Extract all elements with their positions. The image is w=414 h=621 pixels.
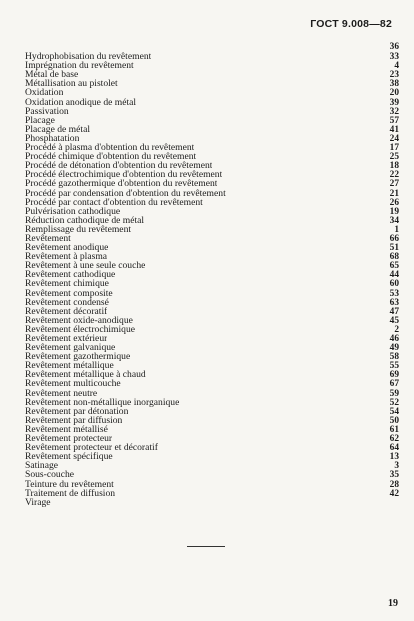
index-entry <box>25 270 399 279</box>
index-page-ref: 60 <box>389 279 399 290</box>
index-term: Placage de métal <box>25 124 90 134</box>
index-term: Procédé de détonation d'obtention du revêtement <box>25 161 213 171</box>
index-page-ref: 53 <box>389 288 399 299</box>
index-page-ref: 18 <box>389 161 399 172</box>
index-term: Imprégnation du revêtement <box>25 61 134 71</box>
index-term: Revêtement non-métallique inorganique <box>25 397 180 407</box>
index-term: Revêtement cathodique <box>25 270 116 280</box>
index-term: Revêtement par détonation <box>25 406 129 416</box>
index-page-ref: 67 <box>389 379 399 390</box>
document-header: ГОСТ 9.008—82 <box>310 18 392 30</box>
index-page-ref: 45 <box>389 315 399 326</box>
index-page-ref: 2 <box>394 324 399 335</box>
index-term: Revêtement gazothermique <box>25 352 131 362</box>
index-term: Oxidation anodique de métal <box>25 97 137 107</box>
index-term: Revêtement extérieur <box>25 334 108 344</box>
index-page-ref: 46 <box>389 334 399 344</box>
index-term: Revêtement composite <box>25 288 113 298</box>
index-term: Revêtement anodique <box>25 243 109 253</box>
index-entry <box>25 289 399 298</box>
index-entry <box>25 370 399 379</box>
index-page-ref: 57 <box>389 115 399 126</box>
index-entry <box>25 361 399 370</box>
index-term: Revêtement par diffusion <box>25 415 123 425</box>
index-page-ref: 4 <box>394 61 399 72</box>
index-page-ref: 28 <box>389 479 399 490</box>
index-entry <box>25 152 399 161</box>
index-term: Revêtement neutre <box>25 388 98 398</box>
index-entry <box>25 98 399 107</box>
index-term: Revêtement protecteur et décoratif <box>25 443 158 453</box>
index-entry <box>25 379 399 388</box>
index-page-ref: 51 <box>389 243 399 254</box>
index-term: Revêtement galvanique <box>25 343 116 353</box>
index-page-ref: 20 <box>389 88 399 99</box>
end-rule-divider <box>187 546 225 547</box>
index-entry <box>25 425 399 434</box>
index-term: Revêtement chimique <box>25 279 109 289</box>
index-page-ref: 33 <box>389 52 399 63</box>
index-term: Sous-couche <box>25 470 75 480</box>
index-entry <box>25 61 399 70</box>
index-term: Revêtement spécifique <box>25 452 113 462</box>
index-entry <box>25 107 399 116</box>
index-entry <box>25 434 399 443</box>
index-entry <box>25 143 399 152</box>
index-page-ref: 49 <box>389 343 399 354</box>
index-page-ref: 24 <box>389 133 399 144</box>
index-page-ref: 22 <box>389 170 399 181</box>
index-entry <box>25 170 399 179</box>
index-page-ref: 36 <box>389 42 399 52</box>
index-entry <box>25 70 399 79</box>
index-entry <box>25 316 399 325</box>
index-entry <box>25 325 399 334</box>
index-entry <box>25 461 399 470</box>
index-term: Revêtement métallique à chaud <box>25 370 146 380</box>
index-page-ref: 52 <box>389 397 399 408</box>
index-entry <box>25 443 399 452</box>
index-page-ref: 35 <box>389 470 399 481</box>
index-page-ref: 21 <box>389 188 399 199</box>
index-page-ref: 25 <box>389 152 399 163</box>
index-entry <box>25 189 399 198</box>
index-entry <box>25 125 399 134</box>
index-term: Satinage <box>25 461 59 471</box>
index-page-ref: 54 <box>389 406 399 417</box>
index-entry <box>25 307 399 316</box>
index-page-ref: 64 <box>389 443 399 454</box>
index-entry <box>25 407 399 416</box>
index-entry <box>25 179 399 188</box>
index-entry <box>25 116 399 125</box>
index-entry <box>25 216 399 225</box>
index-page-ref: 61 <box>389 424 399 435</box>
index-page-ref: 3 <box>394 461 399 472</box>
index-page-ref: 69 <box>389 370 399 381</box>
index-page-ref: 65 <box>389 261 399 272</box>
index-term: Oxidation <box>25 88 64 98</box>
index-page-ref: 17 <box>389 143 399 154</box>
index-term: Teinture du revêtement <box>25 479 114 489</box>
index-page-ref: 1 <box>394 224 399 235</box>
index-entry <box>25 88 399 97</box>
index-entry <box>25 279 399 288</box>
index-entry <box>25 498 399 507</box>
index-term: Hydrophobisation du revêtement <box>25 52 152 62</box>
index-term: Procédé par contact d'obtention du revêtement <box>25 197 203 207</box>
index-page-ref: 39 <box>389 97 399 108</box>
index-page-ref: 41 <box>389 124 399 135</box>
index-term: Revêtement oxide-anodique <box>25 315 133 325</box>
index-term: Procédé par condensation d'obtention du revêtement <box>25 188 226 198</box>
index-entry <box>25 198 399 207</box>
index-page-ref: 34 <box>389 215 399 226</box>
index-term: Revêtement <box>25 233 71 244</box>
index-term: Phosphatation <box>25 133 80 144</box>
index-page-ref: 66 <box>389 233 399 244</box>
index-term: Remplissage du revêtement <box>25 224 132 234</box>
index-term: Revêtement condensé <box>25 297 109 307</box>
index-term: Procédé à plasma d'obtention du revêtement <box>25 143 195 153</box>
index-page-ref: 44 <box>389 270 399 281</box>
index-term: Pulvérisation cathodique <box>25 206 121 216</box>
index-term: Réduction cathodique de métal <box>25 215 145 225</box>
index-entry <box>25 352 399 361</box>
index-term: Revêtement électrochimique <box>25 324 136 334</box>
index-entry <box>25 243 399 252</box>
index-entry <box>25 389 399 398</box>
index-term: Revêtement à plasma <box>25 252 108 262</box>
index-entry <box>25 252 399 261</box>
index-term: Traitement de diffusion <box>25 488 116 498</box>
page-number: 19 <box>388 598 398 609</box>
term-index-list <box>25 43 399 507</box>
index-page-ref: 32 <box>389 106 399 117</box>
index-page-ref: 55 <box>389 361 399 372</box>
index-term: Revêtement multicouche <box>25 379 121 389</box>
index-entry <box>25 398 399 407</box>
index-page-ref: 62 <box>389 434 399 445</box>
index-entry <box>25 416 399 425</box>
index-term: Métallisation au pistolet <box>25 79 118 89</box>
index-entry <box>25 52 399 61</box>
index-entry <box>25 334 399 343</box>
index-term: Métal de base <box>25 70 79 80</box>
index-term: Placage <box>25 115 55 125</box>
index-term: Procédé électrochimique d'obtention du revêtement <box>25 170 223 180</box>
index-entry <box>25 234 399 243</box>
index-entry <box>25 489 399 498</box>
index-term: Procédé chimique d'obtention du revêtement <box>25 152 197 162</box>
index-entry <box>25 343 399 352</box>
index-term: Passivation <box>25 106 69 116</box>
index-entry <box>25 161 399 170</box>
index-entry <box>25 207 399 216</box>
index-page-ref: 58 <box>389 352 399 363</box>
index-term: Revêtement métallisé <box>25 424 108 435</box>
index-entry <box>25 480 399 489</box>
index-page-ref: 68 <box>389 252 399 263</box>
index-term: Revêtement à une seule couche <box>25 261 146 271</box>
index-page-ref: 38 <box>389 79 399 90</box>
index-term: Revêtement métallique <box>25 361 114 371</box>
index-entry <box>25 43 399 52</box>
index-page-ref: 13 <box>389 452 399 463</box>
index-term: Procédé gazothermique d'obtention du revêtement <box>25 179 218 189</box>
index-page-ref: 26 <box>389 197 399 208</box>
index-entry <box>25 134 399 143</box>
index-page-ref: 50 <box>389 415 399 426</box>
index-entry <box>25 470 399 479</box>
index-term: Revêtement décoratif <box>25 306 108 316</box>
index-page-ref: 59 <box>389 388 399 399</box>
index-page-ref: 47 <box>389 306 399 317</box>
index-page-ref: 27 <box>389 179 399 190</box>
index-term: Revêtement protecteur <box>25 434 113 444</box>
index-entry <box>25 298 399 307</box>
index-entry <box>25 225 399 234</box>
index-page-ref: 63 <box>389 297 399 308</box>
index-entry <box>25 261 399 270</box>
index-page-ref: 42 <box>389 488 399 499</box>
index-entry <box>25 452 399 461</box>
index-term: Virage <box>25 497 51 507</box>
index-page-ref: 23 <box>389 70 399 81</box>
index-entry <box>25 79 399 88</box>
index-page-ref: 19 <box>389 206 399 217</box>
